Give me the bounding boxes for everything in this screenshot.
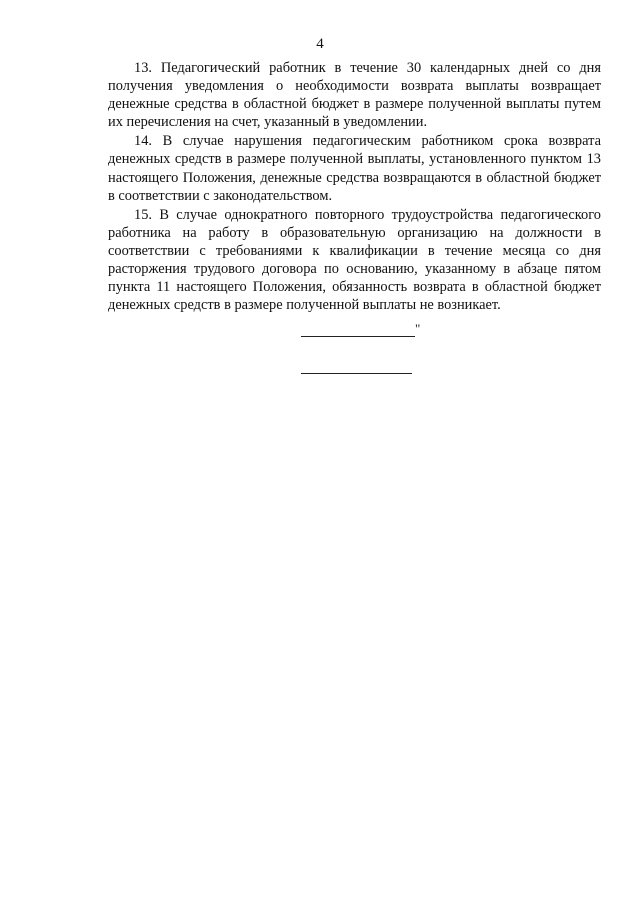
text-line: пункта 11 настоящего Положения, обязанность возврата в областной бюджет: [108, 279, 601, 296]
text-line: работника на работу в образовательную организацию на должности в: [108, 224, 601, 241]
closing-mark: [301, 320, 431, 340]
text-line: расторжения трудового договора по основанию, указанному в абзаце пятом: [108, 261, 601, 278]
text-line: 14. В случае нарушения педагогическим работником срока возврата: [134, 133, 601, 150]
text-line: 15. В случае однократного повторного трудоустройства педагогического: [134, 206, 601, 223]
text-line: получения уведомления о необходимости возврата выплаты возвращает: [108, 78, 601, 95]
paragraph-13: [108, 59, 601, 131]
closing-quote: ": [415, 321, 421, 336]
text-line: в соответствии с законодательством.: [108, 187, 333, 204]
paragraph-14: [108, 132, 601, 204]
paragraph-15: [108, 206, 601, 315]
text-line: настоящего Положения, денежные средства возвращаются в областной бюджет: [108, 169, 601, 186]
end-separator-line: [301, 373, 412, 374]
text-line: денежных средств в размере полученной выплаты не возникает.: [108, 297, 501, 314]
text-line: денежные средства в областной бюджет в размере полученной выплаты путем: [108, 96, 601, 113]
page-number: 4: [316, 36, 324, 52]
document-body: [108, 59, 601, 315]
text-line: денежных средств в размере полученной выплаты, установленного пунктом 13: [108, 151, 601, 168]
text-line: соответствии с требованиями к квалификации в течение месяца со дня: [108, 242, 601, 259]
text-line: их перечисления на счет, указанный в уведомлении.: [108, 114, 428, 131]
text-line: 13. Педагогический работник в течение 30 календарных дней со дня: [134, 60, 601, 76]
closing-separator-line: [301, 336, 415, 337]
